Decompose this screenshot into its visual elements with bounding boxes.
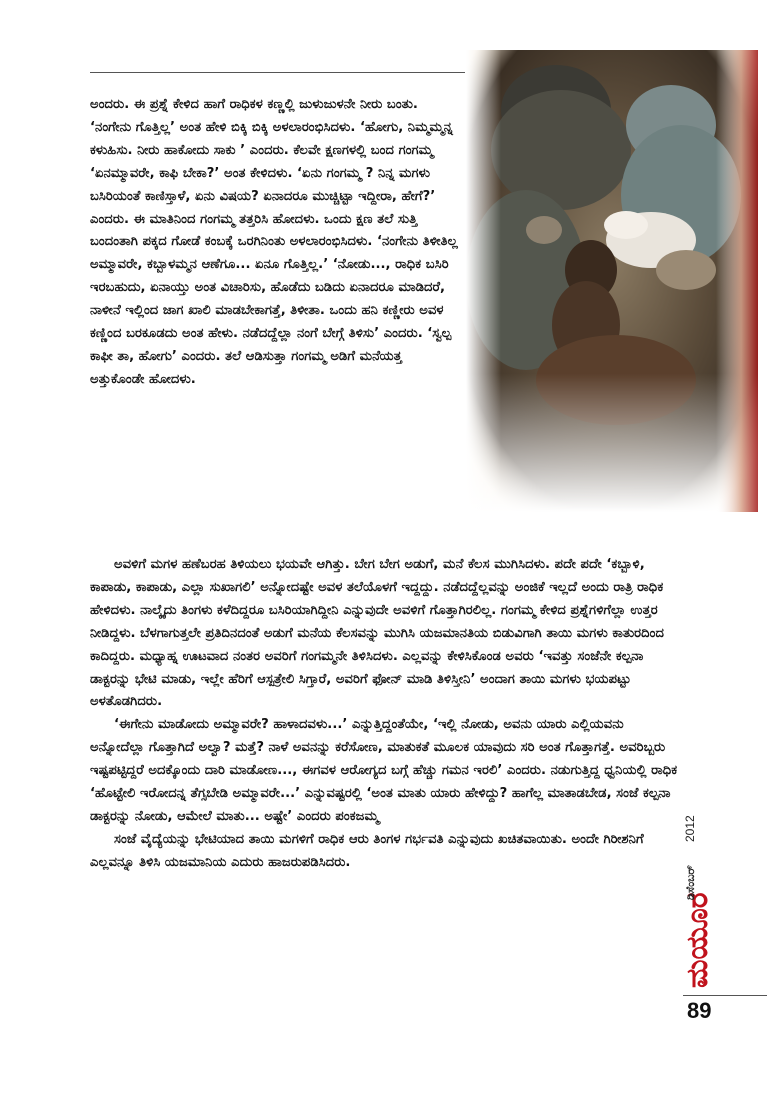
surgery-photo <box>466 50 758 512</box>
paragraph: ‘ಈಗೇನು ಮಾಡೋದು ಅಮ್ಮಾವರೇ? ಹಾಳಾದವಳು...’ ಎನ್ನುತ್ತಿದ್ದಂತೆಯೇ, ‘ಇಲ್ಲಿ ನೋಡು, ಅವನು ಯಾರು ಎಲ್ಲಿಯವನು ಅನ್ನೋದೆಲ್ಲಾ ಗೊತ್ತಾಗಿದೆ ಅಲ್ವಾ? ಮತ್ತೆ? ನಾಳೆ ಅವನನ್ನು ಕರೆಸೋಣ, ಮಾತುಕತೆ ಮೂಲಕ ಯಾವುದು ಸರಿ ಅಂತ ಗೊತ್ತಾಗತ್ತೆ. ಅವರಿಬ್ಬರು ಇಷ್ಟಪಟ್ಟಿದ್ದರೆ ಅದಕ್ಕೊಂದು ದಾರಿ ಮಾಡೋಣ..., ಈಗವಳ ಆರೋಗ್ಯದ ಬಗ್ಗೆ ಹೆಚ್ಚು ಗಮನ ಇರಲಿ’ ಎಂದರು. ನಡುಗುತ್ತಿದ್ದ ಧ್ವನಿಯಲ್ಲಿ ರಾಧಿಕ ‘ಹೊಟ್ಟೇಲಿ ಇರೋದನ್ನ ತೆಗ್ಸಬೇಡಿ ಅಮ್ಮಾವರೇ...’ ಎನ್ನುವಷ್ಟರಲ್ಲಿ ‘ಅಂತ ಮಾತು ಯಾರು ಹೇಳಿದ್ದು? ಹಾಗೆಲ್ಲ ಮಾತಾಡಬೇಡ, ಸಂಜೆ ಕಲ್ಪನಾ ಡಾಕ್ಟರನ್ನು ನೋಡು, ಆಮೇಲೆ ಮಾತು... ಅಷ್ಟೇ’ ಎಂದರು ಪಂಕಜಮ್ಮ <box>90 717 678 824</box>
issue-year: 2012 <box>683 815 697 842</box>
article-column-top <box>90 94 460 392</box>
article-column-bottom <box>90 554 678 875</box>
issue-month: ಡಿಸೆಂಬರ್ <box>684 865 697 900</box>
paragraph: ಅಂದರು. ಈ ಪ್ರಶ್ನೆ ಕೇಳಿದ ಹಾಗೆ ರಾಧಿಕಳ ಕಣ್ಣಲ್ಲಿ ಜುಳುಜುಳನೇ ನೀರು ಬಂತು. ‘ನಂಗೇನು ಗೊತ್ತಿಲ್ಲ’ ಅಂತ ಹೇಳಿ ಬಿಕ್ಕಿ ಬಿಕ್ಕಿ ಅಳಲಾರಂಭಿಸಿದಳು. ‘ಹೋಗು, ನಿಮ್ಮಮ್ಮನ್ನ ಕಳುಹಿಸು. ನೀರು ಹಾಕೋದು ಸಾಕು ’ ಎಂದರು. ಕೆಲವೇ ಕ್ಷಣಗಳಲ್ಲಿ ಬಂದ ಗಂಗಮ್ಮ ‘ಏನಮ್ಮಾವರೇ, ಕಾಫಿ ಬೇಕಾ?’ ಅಂತ ಕೇಳಿದಳು. ‘ಏನು ಗಂಗಮ್ಮ ? ನಿನ್ನ ಮಗಳು ಬಸಿರಿಯಂತೆ ಕಾಣಿಸ್ತಾಳೆ, ಏನು ವಿಷಯ? ಏನಾದರೂ ಮುಚ್ಚಿಟ್ಟಾ ಇದ್ದೀರಾ, ಹೇಗೆ?’ ಎಂದರು. ಈ ಮಾತಿನಿಂದ ಗಂಗಮ್ಮ ತತ್ತರಿಸಿ ಹೋದಳು. ಒಂದು ಕ್ಷಣ ತಲೆ ಸುತ್ತಿ ಬಂದಂತಾಗಿ ಪಕ್ಕದ ಗೋಡೆ ಕಂಬಕ್ಕೆ ಒರಗಿನಿಂತು ಅಳಲಾರಂಭಿಸಿದಳು. ‘ನಂಗೇನು ತಿಳೀತಿಲ್ಲ ಅಮ್ಮಾವರೇ, ಕಬ್ಬಾಳಮ್ಮನ ಆಣೆಗೂ... ಏನೂ ಗೊತ್ತಿಲ್ಲ.’ ‘ನೋಡು..., ರಾಧಿಕ ಬಸಿರಿ ಇರಬಹುದು, ಏನಾಯ್ತು ಅಂತ ವಿಚಾರಿಸು, ಹೊಡೆದು ಬಡಿದು ಏನಾದರೂ ಮಾಡಿದರೆ, ನಾಳೀನೆ ಇಲ್ಲಿಂದ ಜಾಗ ಖಾಲಿ ಮಾಡಬೇಕಾಗತ್ತೆ, ತಿಳೀತಾ. ಒಂದು ಹನಿ ಕಣ್ಣೀರು ಅವಳ ಕಣ್ಣಿಂದ ಬರಕೂಡದು ಅಂತ ಹೇಳು. ನಡೆದದ್ದೆಲ್ಲಾ ನಂಗೆ ಬೇಗ್ಗೆ ತಿಳಿಸು’ ಎಂದರು. ‘ಸ್ವಲ್ಪ ಕಾಫೀ ತಾ, ಹೋಗು’ ಎಂದರು. ತಲೆ ಆಡಿಸುತ್ತಾ ಗಂಗಮ್ಮ ಅಡಿಗೆ ಮನೆಯತ್ತ ಅತ್ತುಕೊಂಡೇ ಹೋದಳು. <box>90 97 458 387</box>
bottom-rule <box>683 995 767 996</box>
magazine-masthead-vertical <box>680 790 715 990</box>
paragraph: ಅವಳಿಗೆ ಮಗಳ ಹಣೆಬರಹ ತಿಳಿಯಲು ಭಯವೇ ಆಗಿತ್ತು. ಬೇಗ ಬೇಗ ಅಡುಗೆ, ಮನೆ ಕೆಲಸ ಮುಗಿಸಿದಳು. ಪದೇ ಪದೇ ‘ಕಬ್ಬಾಳಿ, ಕಾಪಾಡು, ಕಾಪಾಡು, ಎಲ್ಲಾ ಸುಖಾಗಲಿ’ ಅನ್ನೋದಷ್ಟೇ ಅವಳ ತಲೆಯೊಳಗೆ ಇದ್ದದ್ದು. ನಡೆದದ್ದೆಲ್ಲವನ್ನು ಅಂಜಿಕೆ ಇಲ್ಲದೆ ಅಂದು ರಾತ್ರಿ ರಾಧಿಕ ಹೇಳಿದಳು. ನಾಲ್ಕೈದು ತಿಂಗಳು ಕಳೆದಿದ್ದರೂ ಬಸಿರಿಯಾಗಿದ್ದೀನಿ ಎನ್ನುವುದೇ ಅವಳಿಗೆ ಗೊತ್ತಾಗಿರಲಿಲ್ಲ. ಗಂಗಮ್ಮ ಕೇಳಿದ ಪ್ರಶ್ನೆಗಳಿಗೆಲ್ಲಾ ಉತ್ತರ ನೀಡಿದ್ದಳು. ಬೆಳಗಾಗುತ್ತಲೇ ಪ್ರತಿದಿನದಂತೆ ಅಡುಗೆ ಮನೆಯ ಕೆಲಸವನ್ನು ಮುಗಿಸಿ ಯಜಮಾನತಿಯ ಬಿಡುವಿಗಾಗಿ ತಾಯಿ ಮಗಳು ಕಾತುರದಿಂದ ಕಾದಿದ್ದರು. ಮಧ್ಯಾಹ್ನ ಊಟವಾದ ನಂತರ ಅವರಿಗೆ ಗಂಗಮ್ಮನೇ ತಿಳಿಸಿದಳು. ಎಲ್ಲವನ್ನು ಕೇಳಿಸಿಕೊಂಡ ಅವರು ‘ಇವತ್ತು ಸಂಜೆನೇ ಕಲ್ಪನಾ ಡಾಕ್ಟರನ್ನು ಭೇಟಿ ಮಾಡು, ಇಲ್ಲೇ ಹೆರಿಗೆ ಆಸ್ಪತ್ರೇಲಿ ಸಿಗ್ತಾರೆ, ಅವರಿಗೆ ಫೋನ್ ಮಾಡಿ ತಿಳಿಸ್ತೀನಿ’ ಅಂದಾಗ ತಾಯಿ ಮಗಳು ಭಯಪಟ್ಟು ಅಳತೊಡಗಿದರು. <box>90 557 664 710</box>
surgery-photo-icon <box>466 50 758 512</box>
top-rule <box>90 72 465 73</box>
paragraph: ಸಂಜೆ ವೈದ್ಯೆಯನ್ನು ಭೇಟಿಯಾದ ತಾಯಿ ಮಗಳಿಗೆ ರಾಧಿಕ ಆರು ತಿಂಗಳ ಗರ್ಭವತಿ ಎನ್ನುವುದು ಖಚಿತವಾಯಿತು. ಅಂದೇ ಗಿರೀಶನಿಗೆ ಎಲ್ಲವನ್ನೂ ತಿಳಿಸಿ ಯಜಮಾನಿಯ ಎದುರು ಹಾಜರುಪಡಿಸಿದರು. <box>90 831 644 870</box>
page-number: 89 <box>687 998 712 1023</box>
magazine-name: ಮಯೂರ <box>680 892 715 988</box>
